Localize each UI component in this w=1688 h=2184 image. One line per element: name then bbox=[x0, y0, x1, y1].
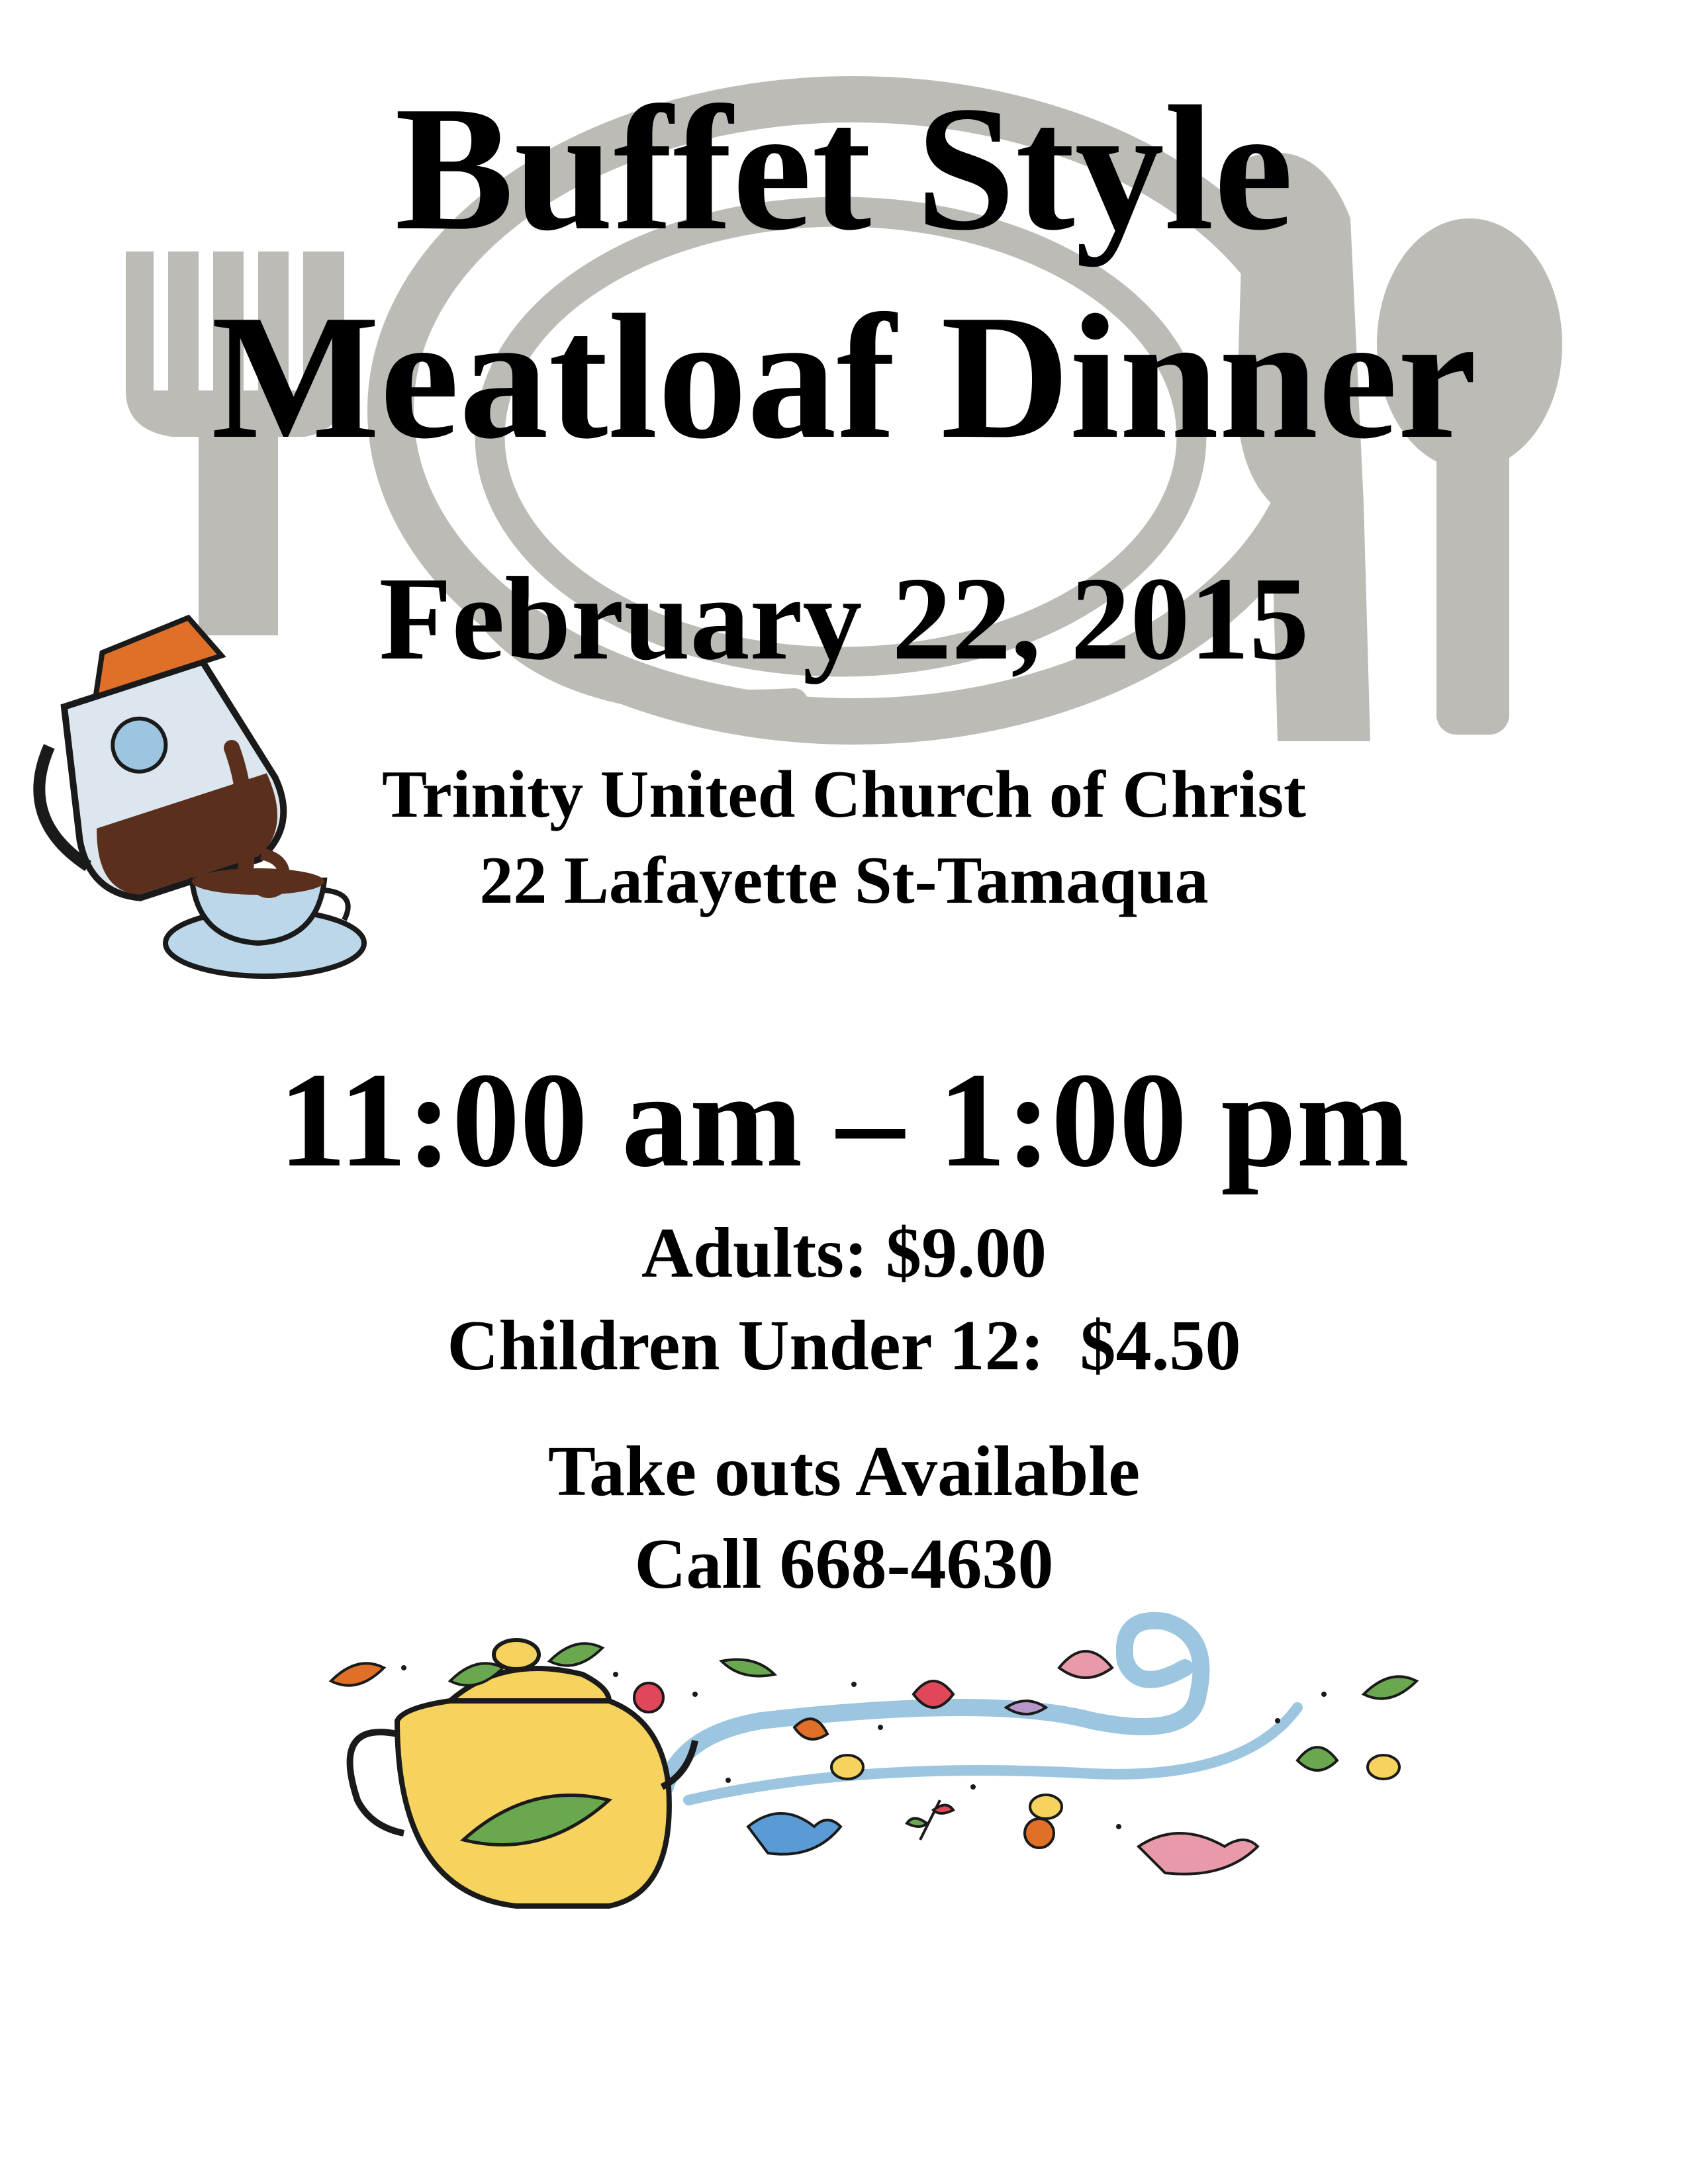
church-address: 22 Lafayette St-Tamaqua bbox=[479, 843, 1209, 918]
phone-number: Call 668-4630 bbox=[634, 1525, 1054, 1604]
event-time: 11:00 am – 1:00 pm bbox=[278, 1045, 1410, 1195]
title-line-1: Buffet Style bbox=[395, 69, 1293, 267]
takeout-notice: Take outs Available bbox=[547, 1432, 1141, 1511]
title-line-2: Meatloaf Dinner bbox=[211, 278, 1477, 476]
price-adults: Adults: $9.00 bbox=[641, 1214, 1047, 1293]
event-date: February 22, 2015 bbox=[379, 553, 1309, 684]
church-name: Trinity United Church of Christ bbox=[382, 757, 1306, 832]
price-children: Children Under 12: $4.50 bbox=[447, 1306, 1241, 1385]
